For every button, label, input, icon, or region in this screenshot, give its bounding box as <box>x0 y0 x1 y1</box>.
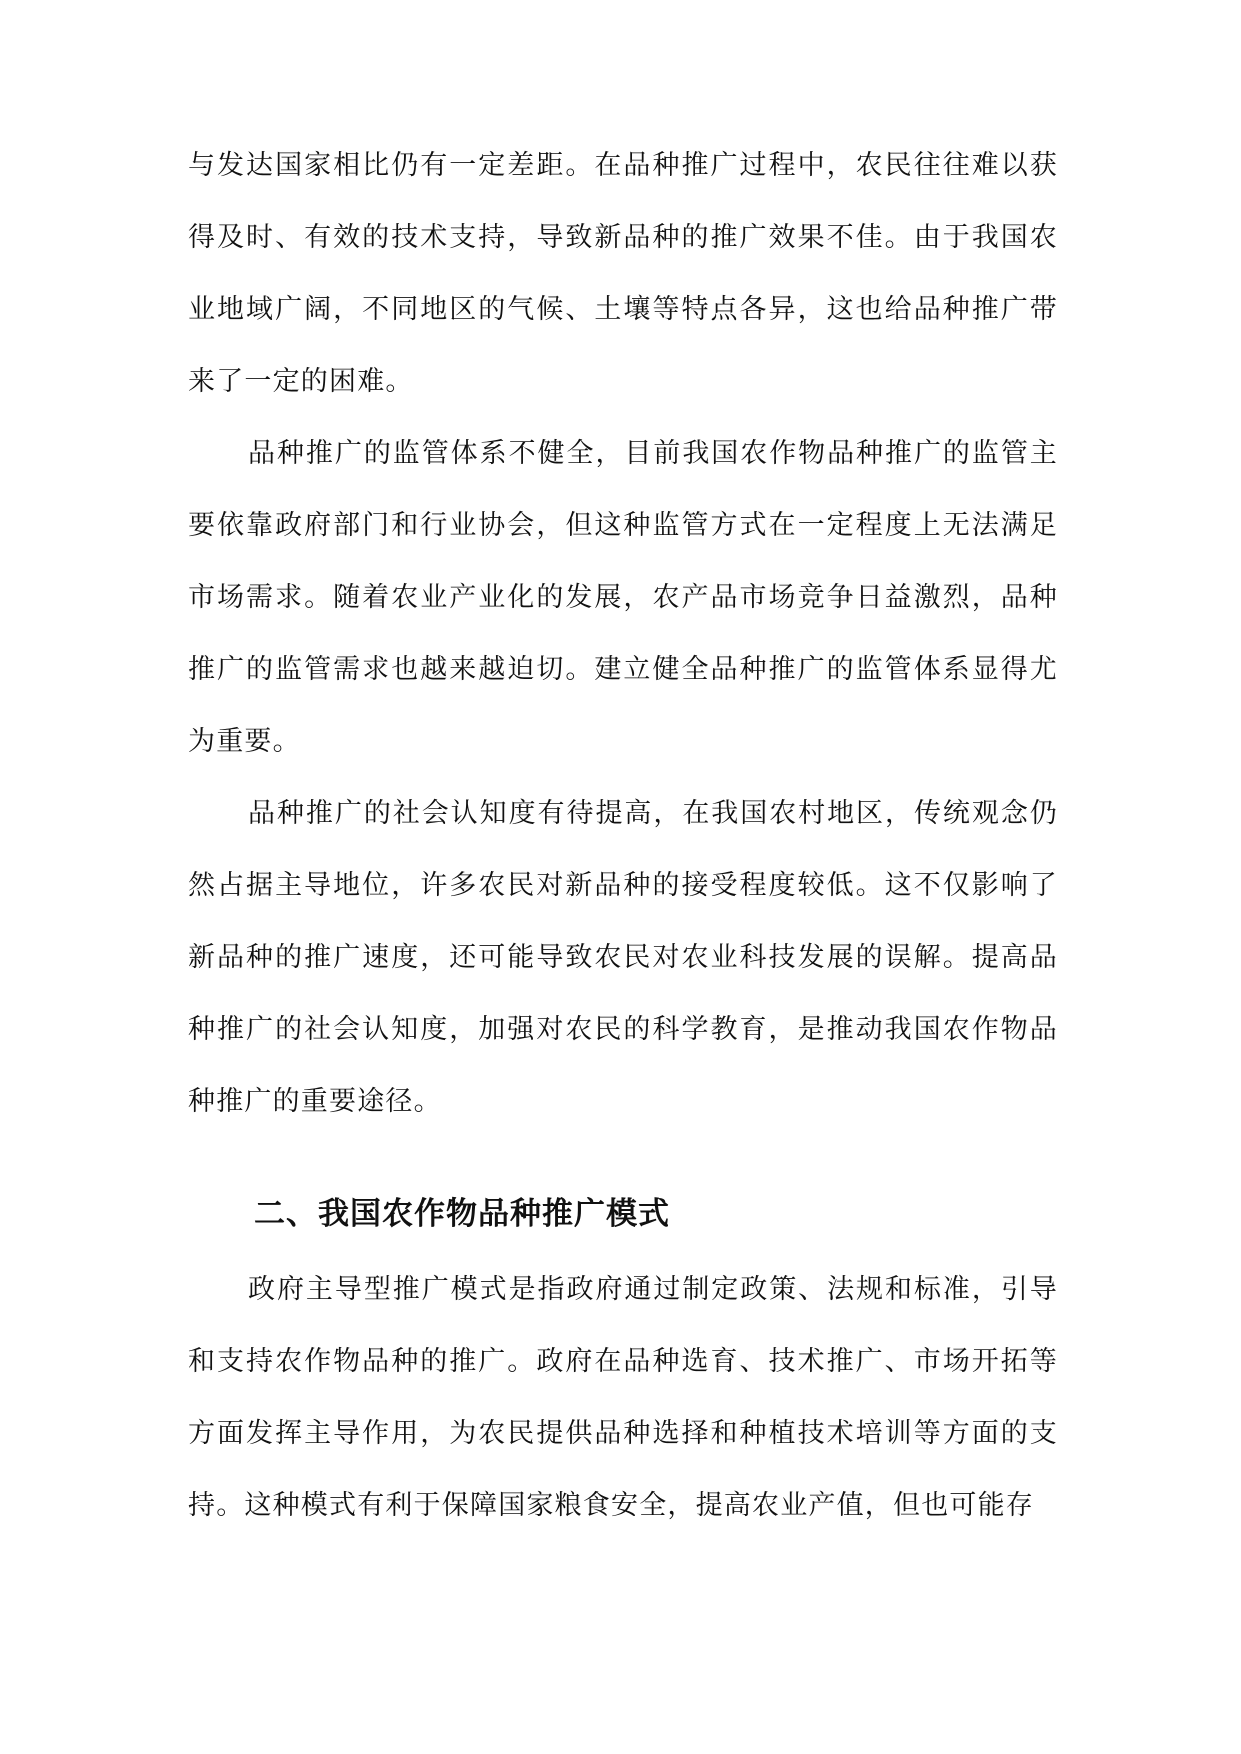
body-paragraph-continued: 与发达国家相比仍有一定差距。在品种推广过程中，农民往往难以获得及时、有效的技术支持，导致新品种的推广效果不佳。由于我国农业地域广阔，不同地区的气候、土壤等特点各异，这也给品种推广带来了一定的困难。 <box>188 150 1058 397</box>
body-paragraph-awareness: 品种推广的社会认知度有待提高，在我国农村地区，传统观念仍然占据主导地位，许多农民对新品种的接受程度较低。这不仅影响了新品种的推广速度，还可能导致农民对农业科技发展的误解。提高品种推广的社会认知度，加强对农民的科学教育，是推动我国农作物品种推广的重要途径。 <box>188 798 1058 1117</box>
section-heading: 二、我国农作物品种推广模式 <box>254 1196 670 1232</box>
body-paragraph-regulation: 品种推广的监管体系不健全，目前我国农作物品种推广的监管主要依靠政府部门和行业协会，但这种监管方式在一定程度上无法满足市场需求。随着农业产业化的发展，农产品市场竞争日益激烈，品种推广的监管需求也越来越迫切。建立健全品种推广的监管体系显得尤为重要。 <box>188 438 1058 757</box>
document-page <box>188 130 1058 1542</box>
body-paragraph-government-model: 政府主导型推广模式是指政府通过制定政策、法规和标准，引导和支持农作物品种的推广。政府在品种选育、技术推广、市场开拓等方面发挥主导作用，为农民提供品种选择和种植技术培训等方面的支持。这种模式有利于保障国家粮食安全，提高农业产值，但也可能存 <box>188 1274 1058 1521</box>
